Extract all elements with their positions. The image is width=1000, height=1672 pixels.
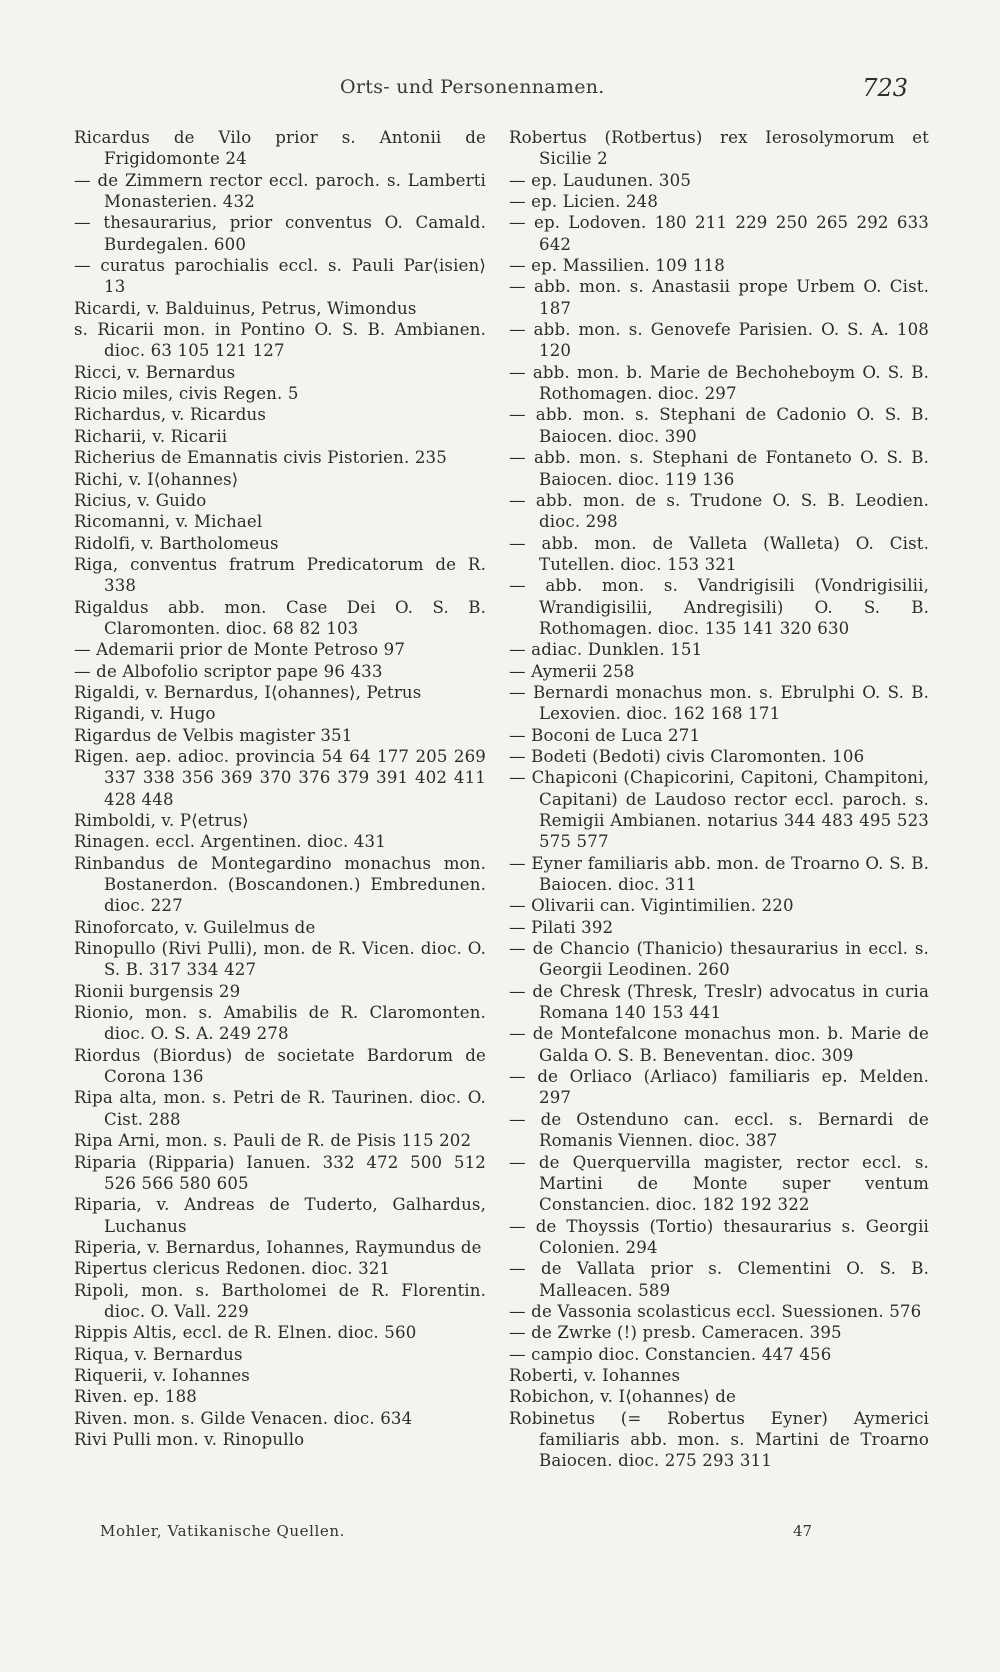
index-entry: Rigardus de Velbis magister 351 <box>74 725 353 745</box>
sheet-signature: 47 <box>793 1522 813 1540</box>
index-entry: Ridolfi, v. Bartholomeus <box>74 533 279 553</box>
index-entry: — thesaurarius, prior conventus O. Camald. Burdegalen. 600 <box>74 213 486 254</box>
index-entry: Ricio miles, civis Regen. 5 <box>74 384 299 404</box>
index-entry: Riga, conventus fratrum Predicatorum de R. 338 <box>74 554 486 596</box>
index-entry: — Bodeti (Bedoti) civis Claromonten. 106 <box>509 746 865 766</box>
index-entry: Riparia (Ripparia) Ianuen. 332 472 500 512 526 566 580 605 <box>74 1152 486 1193</box>
index-entry: — ep. Laudunen. 305 <box>509 170 692 190</box>
index-entry: — de Montefalcone monachus mon. b. Marie de Galda O. S. B. Beneventan. dioc. 309 <box>509 1024 929 1065</box>
page-number: 723 <box>862 74 908 102</box>
index-entry: — de Thoyssis (Tortio) thesaurarius s. Georgii Colonien. 294 <box>509 1216 929 1257</box>
index-entry: — abb. mon. b. Marie de Bechoheboym O. S. B. Rothomagen. dioc. 297 <box>509 362 929 404</box>
index-entry: Ricci, v. Bernardus <box>74 362 236 382</box>
index-entry: Richi, v. I⟨ohannes⟩ <box>74 469 239 489</box>
page-footer <box>0 1522 1000 1546</box>
index-entry: Ripertus clericus Redonen. dioc. 321 <box>74 1259 391 1279</box>
index-entry: — abb. mon. s. Stephani de Fontaneto O. S. B. Baiocen. dioc. 119 136 <box>509 448 929 489</box>
index-entry: — abb. mon. de s. Trudone O. S. B. Leodien. dioc. 298 <box>509 490 929 532</box>
index-entry: — Aymerii 258 <box>509 661 635 681</box>
index-entry: — adiac. Dunklen. 151 <box>509 640 703 660</box>
index-entry: Rionio, mon. s. Amabilis de R. Claromonten. dioc. O. S. A. 249 278 <box>74 1003 486 1044</box>
index-entry: Ricius, v. Guido <box>74 490 207 510</box>
index-entry: Rimboldi, v. P⟨etrus⟩ <box>74 811 249 830</box>
index-entry: — ep. Licien. 248 <box>509 192 659 212</box>
index-entry: — Ademarii prior de Monte Petroso 97 <box>74 640 406 660</box>
index-entry: — Eyner familiaris abb. mon. de Troarno O. S. B. Baiocen. dioc. 311 <box>509 853 929 895</box>
running-title: Orts- und Personennamen. <box>340 76 605 98</box>
index-entry: Rigaldi, v. Bernardus, I⟨ohannes⟩, Petrus <box>74 682 422 702</box>
index-entry: — abb. mon. s. Stephani de Cadonio O. S. B. Baiocen. dioc. 390 <box>509 405 929 446</box>
index-entry: s. Ricarii mon. in Pontino O. S. B. Ambianen. dioc. 63 105 121 127 <box>74 320 486 361</box>
index-entry: — ep. Massilien. 109 118 <box>509 256 725 276</box>
index-entry: Rinopullo (Rivi Pulli), mon. de R. Vicen. dioc. O. S. B. 317 334 427 <box>74 939 486 980</box>
index-entry: — de Chresk (Thresk, Treslr) advocatus in curia Romana 140 153 441 <box>509 981 929 1023</box>
index-entry: Rinbandus de Montegardino monachus mon. Bostanerdon. (Boscandonen.) Embredunen. dioc. 227 <box>74 853 486 916</box>
index-entry: Ricomanni, v. Michael <box>74 512 263 532</box>
index-entry: Richarii, v. Ricarii <box>74 426 228 446</box>
index-entry: Ripoli, mon. s. Bartholomei de R. Florentin. dioc. O. Vall. 229 <box>74 1280 486 1321</box>
index-entry: — abb. mon. s. Vandrigisili (Vondrigisilii, Wrandigisilii, Andregisili) O. S. B. Rothomagen. dioc. 135 141 320 630 <box>509 576 929 638</box>
index-column-left <box>74 127 486 1450</box>
index-entry: Robinetus (= Robertus Eyner) Aymerici familiaris abb. mon. s. Martini de Troarno Baiocen. dioc. 275 293 311 <box>509 1408 929 1471</box>
index-entry: Ripa alta, mon. s. Petri de R. Taurinen. dioc. O. Cist. 288 <box>74 1088 486 1129</box>
index-entry: Richerius de Emannatis civis Pistorien. 235 <box>74 448 447 468</box>
index-entry: — Boconi de Luca 271 <box>509 725 701 745</box>
index-entry: — de Albofolio scriptor pape 96 433 <box>74 661 383 681</box>
index-entry: Rigen. aep. adioc. provincia 54 64 177 205 269 337 338 356 369 370 376 379 391 402 411 428 448 <box>74 746 486 809</box>
index-entry: — de Vallata prior s. Clementini O. S. B. Malleacen. 589 <box>509 1259 929 1300</box>
index-entry: — de Ostenduno can. eccl. s. Bernardi de Romanis Viennen. dioc. 387 <box>509 1109 929 1151</box>
index-entry: — ep. Lodoven. 180 211 229 250 265 292 633 642 <box>509 213 929 254</box>
index-entry: Rivi Pulli mon. v. Rinopullo <box>74 1429 305 1449</box>
index-entry: — de Chancio (Thanicio) thesaurarius in eccl. s. Georgii Leodinen. 260 <box>509 939 929 980</box>
index-entry: Robertus (Rotbertus) rex Ierosolymorum et Sicilie 2 <box>509 128 929 169</box>
index-entry: — Olivarii can. Vigintimilien. 220 <box>509 896 794 916</box>
index-entry: Rinagen. eccl. Argentinen. dioc. 431 <box>74 832 386 852</box>
index-entry: — abb. mon. de Valleta (Walleta) O. Cist. Tutellen. dioc. 153 321 <box>509 533 929 574</box>
index-entry: — de Orliaco (Arliaco) familiaris ep. Melden. 297 <box>509 1067 929 1108</box>
index-entry: Ricardus de Vilo prior s. Antonii de Frigidomonte 24 <box>74 128 486 169</box>
index-entry: Riordus (Biordus) de societate Bardorum de Corona 136 <box>74 1045 486 1087</box>
index-entry: — campio dioc. Constancien. 447 456 <box>509 1344 832 1364</box>
index-entry: Ripa Arni, mon. s. Pauli de R. de Pisis 115 202 <box>74 1131 472 1151</box>
index-entry: — abb. mon. s. Genovefe Parisien. O. S. A. 108 120 <box>509 320 929 361</box>
index-entry: — de Zimmern rector eccl. paroch. s. Lamberti Monasterien. 432 <box>74 170 486 212</box>
index-entry: Rigaldus abb. mon. Case Dei O. S. B. Claromonten. dioc. 68 82 103 <box>74 597 486 638</box>
index-entry: Rippis Altis, eccl. de R. Elnen. dioc. 560 <box>74 1323 417 1343</box>
index-entry: — Pilati 392 <box>509 917 614 937</box>
index-entry: Riqua, v. Bernardus <box>74 1344 243 1364</box>
index-entry: Rinoforcato, v. Guilelmus de <box>74 917 316 937</box>
index-entry: Rigandi, v. Hugo <box>74 704 216 724</box>
index-entry: — abb. mon. s. Anastasii prope Urbem O. Cist. 187 <box>509 277 929 318</box>
index-entry: Riperia, v. Bernardus, Iohannes, Raymundus de <box>74 1237 482 1257</box>
index-entry: Riquerii, v. Iohannes <box>74 1365 250 1385</box>
index-entry: Riven. ep. 188 <box>74 1387 197 1407</box>
index-entry: — de Zwrke (!) presb. Cameracen. 395 <box>509 1323 842 1343</box>
index-column-right <box>509 127 929 1472</box>
footer-reference: Mohler, Vatikanische Quellen. <box>100 1522 346 1540</box>
index-entry: — curatus parochialis eccl. s. Pauli Par⟨isien⟩ 13 <box>74 256 486 297</box>
index-entry: Roberti, v. Iohannes <box>509 1365 681 1385</box>
index-entry: Richardus, v. Ricardus <box>74 405 266 425</box>
index-entry: — Chapiconi (Chapicorini, Capitoni, Champitoni, Capitani) de Laudoso rector eccl. paroch. s. Remigii Ambianen. notarius 344 483 495 523 575 577 <box>509 768 929 852</box>
running-head <box>0 74 1000 104</box>
index-entry: Robichon, v. I⟨ohannes⟩ de <box>509 1387 736 1407</box>
index-entry: — Bernardi monachus mon. s. Ebrulphi O. S. B. Lexovien. dioc. 162 168 171 <box>509 682 929 724</box>
index-entry: Riparia, v. Andreas de Tuderto, Galhardus, Luchanus <box>74 1195 486 1236</box>
index-entry: — de Querquervilla magister, rector eccl. s. Martini de Monte super ventum Constancien. dioc. 182 192 322 <box>509 1152 929 1215</box>
index-entry: Rionii burgensis 29 <box>74 981 241 1001</box>
index-entry: Ricardi, v. Balduinus, Petrus, Wimondus <box>74 298 417 318</box>
index-entry: — de Vassonia scolasticus eccl. Suessionen. 576 <box>509 1301 922 1321</box>
index-entry: Riven. mon. s. Gilde Venacen. dioc. 634 <box>74 1408 413 1428</box>
